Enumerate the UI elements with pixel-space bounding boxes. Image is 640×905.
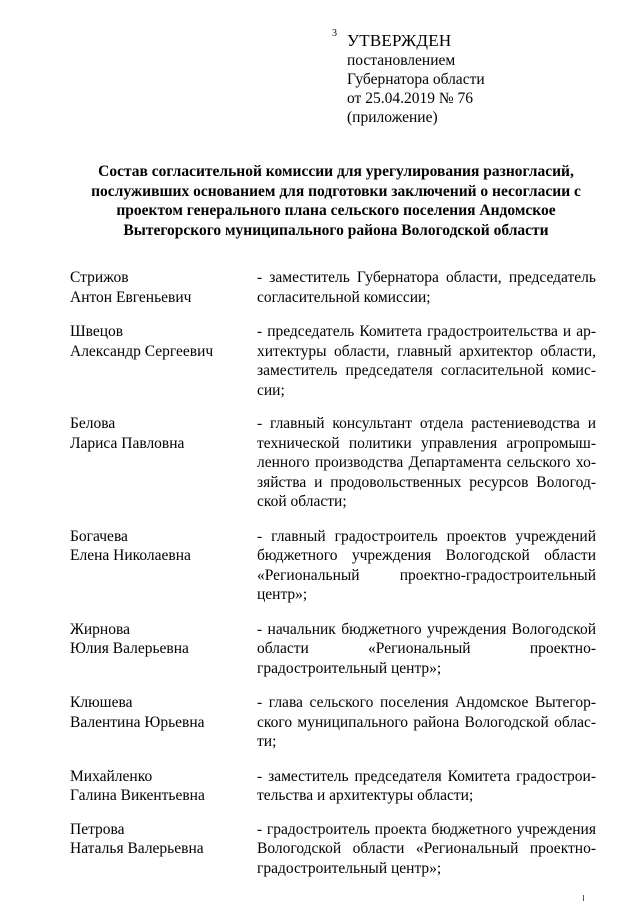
approval-heading: УТВЕРЖДЕН	[347, 31, 452, 50]
member-name	[70, 414, 257, 512]
member-surname: Жирнова	[70, 620, 130, 638]
member-role-line: «Региональный проектно-градостроительный	[257, 566, 596, 584]
member-given-name: Наталья Валерьевна	[70, 840, 204, 857]
member-surname: Швецов	[70, 323, 124, 340]
member-role-line: технической политики управления агропромыш-	[257, 434, 596, 452]
member-role-line: - заместитель председателя Комитета градострои-	[257, 767, 596, 785]
member-role-line: - заместитель Губернатора области, председатель	[257, 269, 596, 286]
member-name	[70, 620, 257, 679]
commission-members-list	[70, 268, 596, 878]
member-role-line: - начальник бюджетного учреждения Вологодской	[257, 620, 596, 638]
member-given-name: Галина Викентьевна	[70, 787, 205, 804]
member-role-line: - градостроитель проекта бюджетного учреждения	[257, 820, 596, 838]
member-given-name: Александр Сергеевич	[70, 342, 214, 360]
member-role-line: - главный градостроитель проектов учреждений	[257, 527, 596, 545]
member-given-name: Елена Николаевна	[70, 547, 191, 564]
member-row	[70, 820, 596, 879]
member-role-line: - председатель Комитета градостроительства и ар-	[257, 323, 596, 340]
member-role-line: ской области;	[257, 493, 347, 510]
title-line: Вытегорского муниципального района Вологодской области	[123, 221, 549, 239]
member-role-line: центр»;	[257, 586, 308, 603]
member-role-line: сии;	[257, 381, 285, 399]
member-name	[70, 322, 257, 400]
member-role	[257, 414, 596, 512]
member-role-line: ленного производства Департамента сельского хо-	[257, 454, 596, 471]
page-number: 3	[332, 28, 337, 39]
member-role-line: ти;	[257, 733, 277, 750]
approval-line: от 25.04.2019 № 76	[347, 90, 473, 107]
title-line: Состав согласительной комиссии для урегулирования разногласий,	[98, 163, 574, 180]
document-title	[70, 162, 602, 240]
member-role	[257, 620, 596, 679]
member-role-line: зяйства и продовольственных ресурсов Вологод-	[257, 473, 596, 491]
member-row	[70, 268, 596, 307]
member-role-line: бюджетного учреждения Вологодской области	[257, 547, 596, 564]
member-role-line: хитектуры области, главный архитектор области,	[257, 342, 596, 360]
member-role-line: ского муниципального района Вологодской облас-	[257, 713, 596, 731]
title-line: проектом генерального плана сельского поселения Андомское	[116, 202, 556, 219]
title-line: послуживших основанием для подготовки заключений о несогласии с	[91, 182, 581, 200]
member-given-name: Лариса Павловна	[70, 434, 185, 452]
member-row	[70, 414, 596, 512]
approval-stamp	[347, 31, 485, 127]
member-row	[70, 527, 596, 605]
member-role-line: области «Региональный проектно-	[257, 640, 596, 657]
member-surname: Петрова	[70, 820, 125, 838]
member-row	[70, 693, 596, 752]
member-role-line: - глава сельского поселения Андомское Вытегор-	[257, 694, 596, 711]
member-role-line: заместитель председателя согласительной комис-	[257, 362, 596, 379]
member-role	[257, 767, 596, 806]
member-row	[70, 620, 596, 679]
member-name	[70, 527, 257, 605]
member-surname: Михайленко	[70, 767, 153, 785]
member-role-line: градостроительный центр»;	[257, 659, 442, 677]
member-role-line: Вологодской области «Региональный проектно-	[257, 840, 596, 857]
member-given-name: Валентина Юрьевна	[70, 713, 205, 731]
approval-line: (приложение)	[347, 109, 438, 126]
member-role	[257, 268, 596, 307]
approval-line: постановлением	[347, 52, 456, 69]
member-given-name: Антон Евгеньевич	[70, 288, 192, 306]
member-row	[70, 322, 596, 400]
member-role-line: - главный консультант отдела растениеводства и	[257, 415, 596, 432]
member-role	[257, 527, 596, 605]
member-surname: Стрижов	[70, 269, 129, 286]
member-surname: Белова	[70, 415, 116, 432]
member-role-line: тельства и архитектуры области;	[257, 787, 474, 804]
member-row	[70, 767, 596, 806]
member-surname: Богачева	[70, 527, 128, 545]
member-given-name: Юлия Валерьевна	[70, 640, 189, 657]
member-role-line: согласительной комиссии;	[257, 288, 431, 306]
member-role	[257, 322, 596, 400]
member-surname: Клюшева	[70, 694, 133, 711]
member-role	[257, 820, 596, 879]
approval-line: Губернатора области	[347, 71, 485, 88]
scan-mark	[583, 895, 584, 901]
member-name	[70, 693, 257, 752]
member-name	[70, 820, 257, 879]
member-name	[70, 268, 257, 307]
member-name	[70, 767, 257, 806]
member-role	[257, 693, 596, 752]
member-role-line: градостроительный центр»;	[257, 859, 442, 877]
